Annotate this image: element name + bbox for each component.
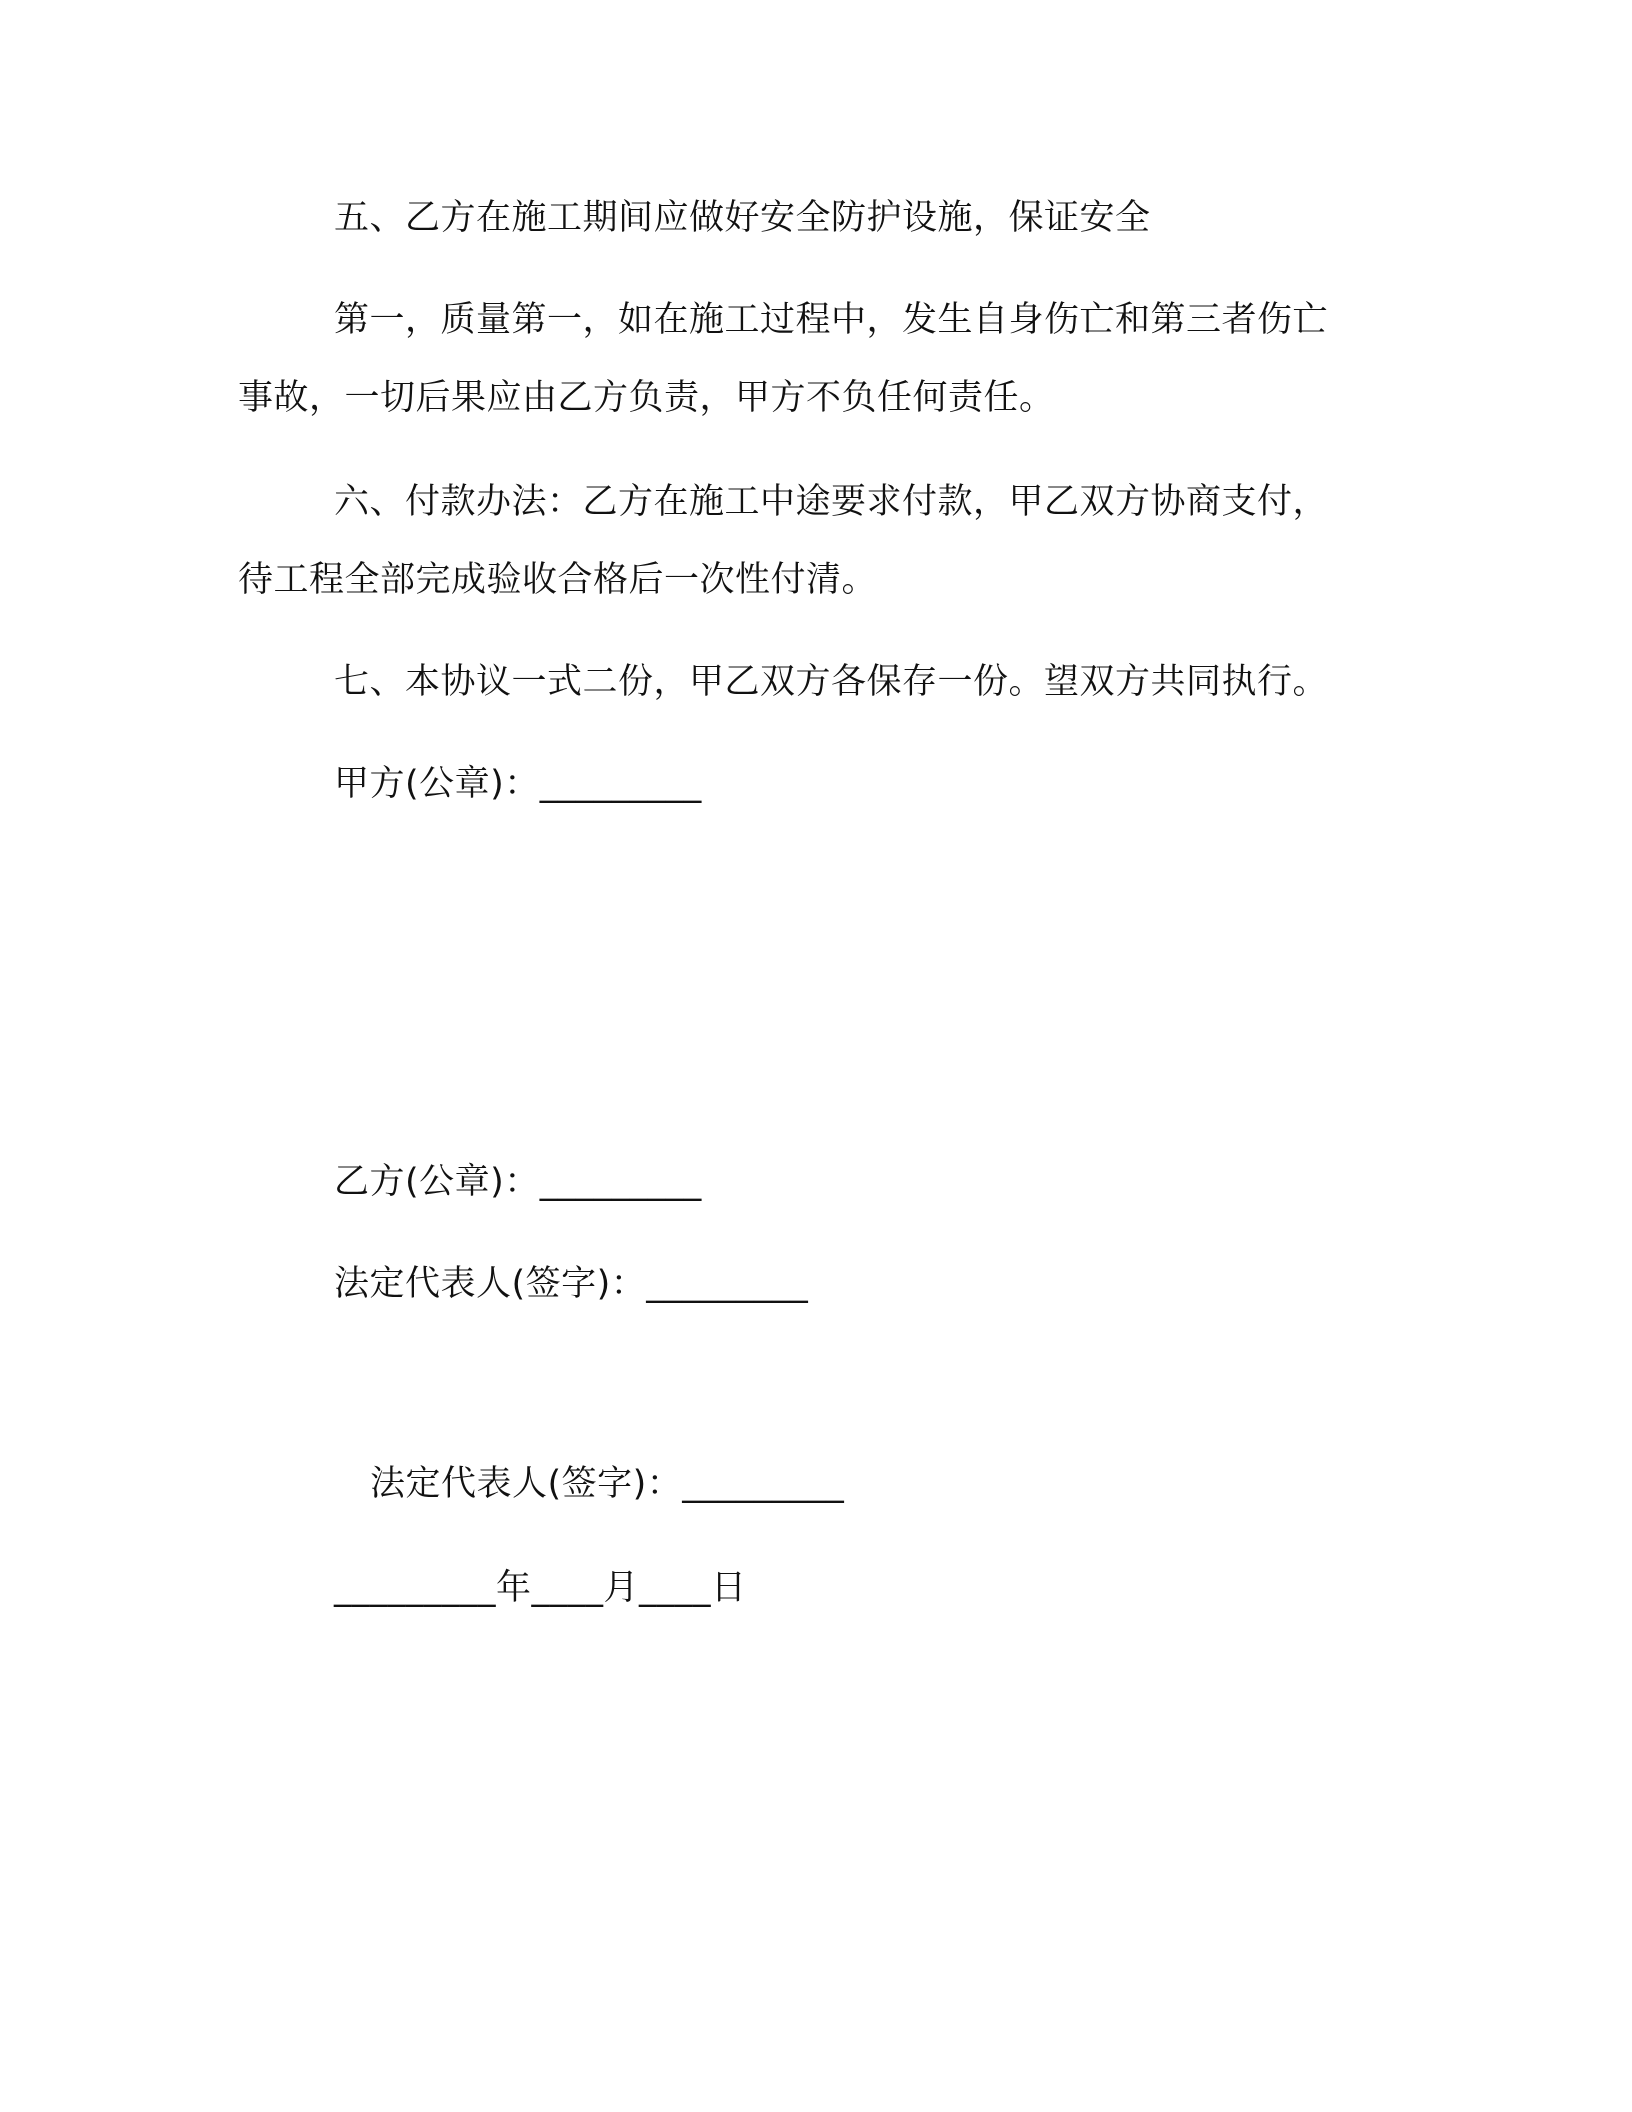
date-line: _________年____月____日 (334, 1568, 747, 1608)
clause-5-body-line-1: 第一，质量第一，如在施工过程中，发生自身伤亡和第三者伤亡 (334, 300, 1329, 340)
party-a-seal-line: 甲方(公章)：_________ (334, 764, 702, 804)
clause-7: 七、本协议一式二份，甲乙双方各保存一份。望双方共同执行。 (334, 662, 1329, 702)
legal-representative-signature-line-2: 法定代表人(签字)：_________ (370, 1464, 845, 1504)
clause-5-heading: 五、乙方在施工期间应做好安全防护设施，保证安全 (334, 198, 1151, 238)
party-b-seal-line: 乙方(公章)：_________ (334, 1162, 702, 1202)
clause-6-line-2: 待工程全部完成验收合格后一次性付清。 (238, 560, 878, 600)
clause-5-body-line-2: 事故，一切后果应由乙方负责，甲方不负任何责任。 (238, 378, 1055, 418)
legal-representative-signature-line: 法定代表人(签字)：_________ (334, 1264, 809, 1304)
clause-6-line-1: 六、付款办法：乙方在施工中途要求付款，甲乙双方协商支付， (334, 482, 1329, 522)
